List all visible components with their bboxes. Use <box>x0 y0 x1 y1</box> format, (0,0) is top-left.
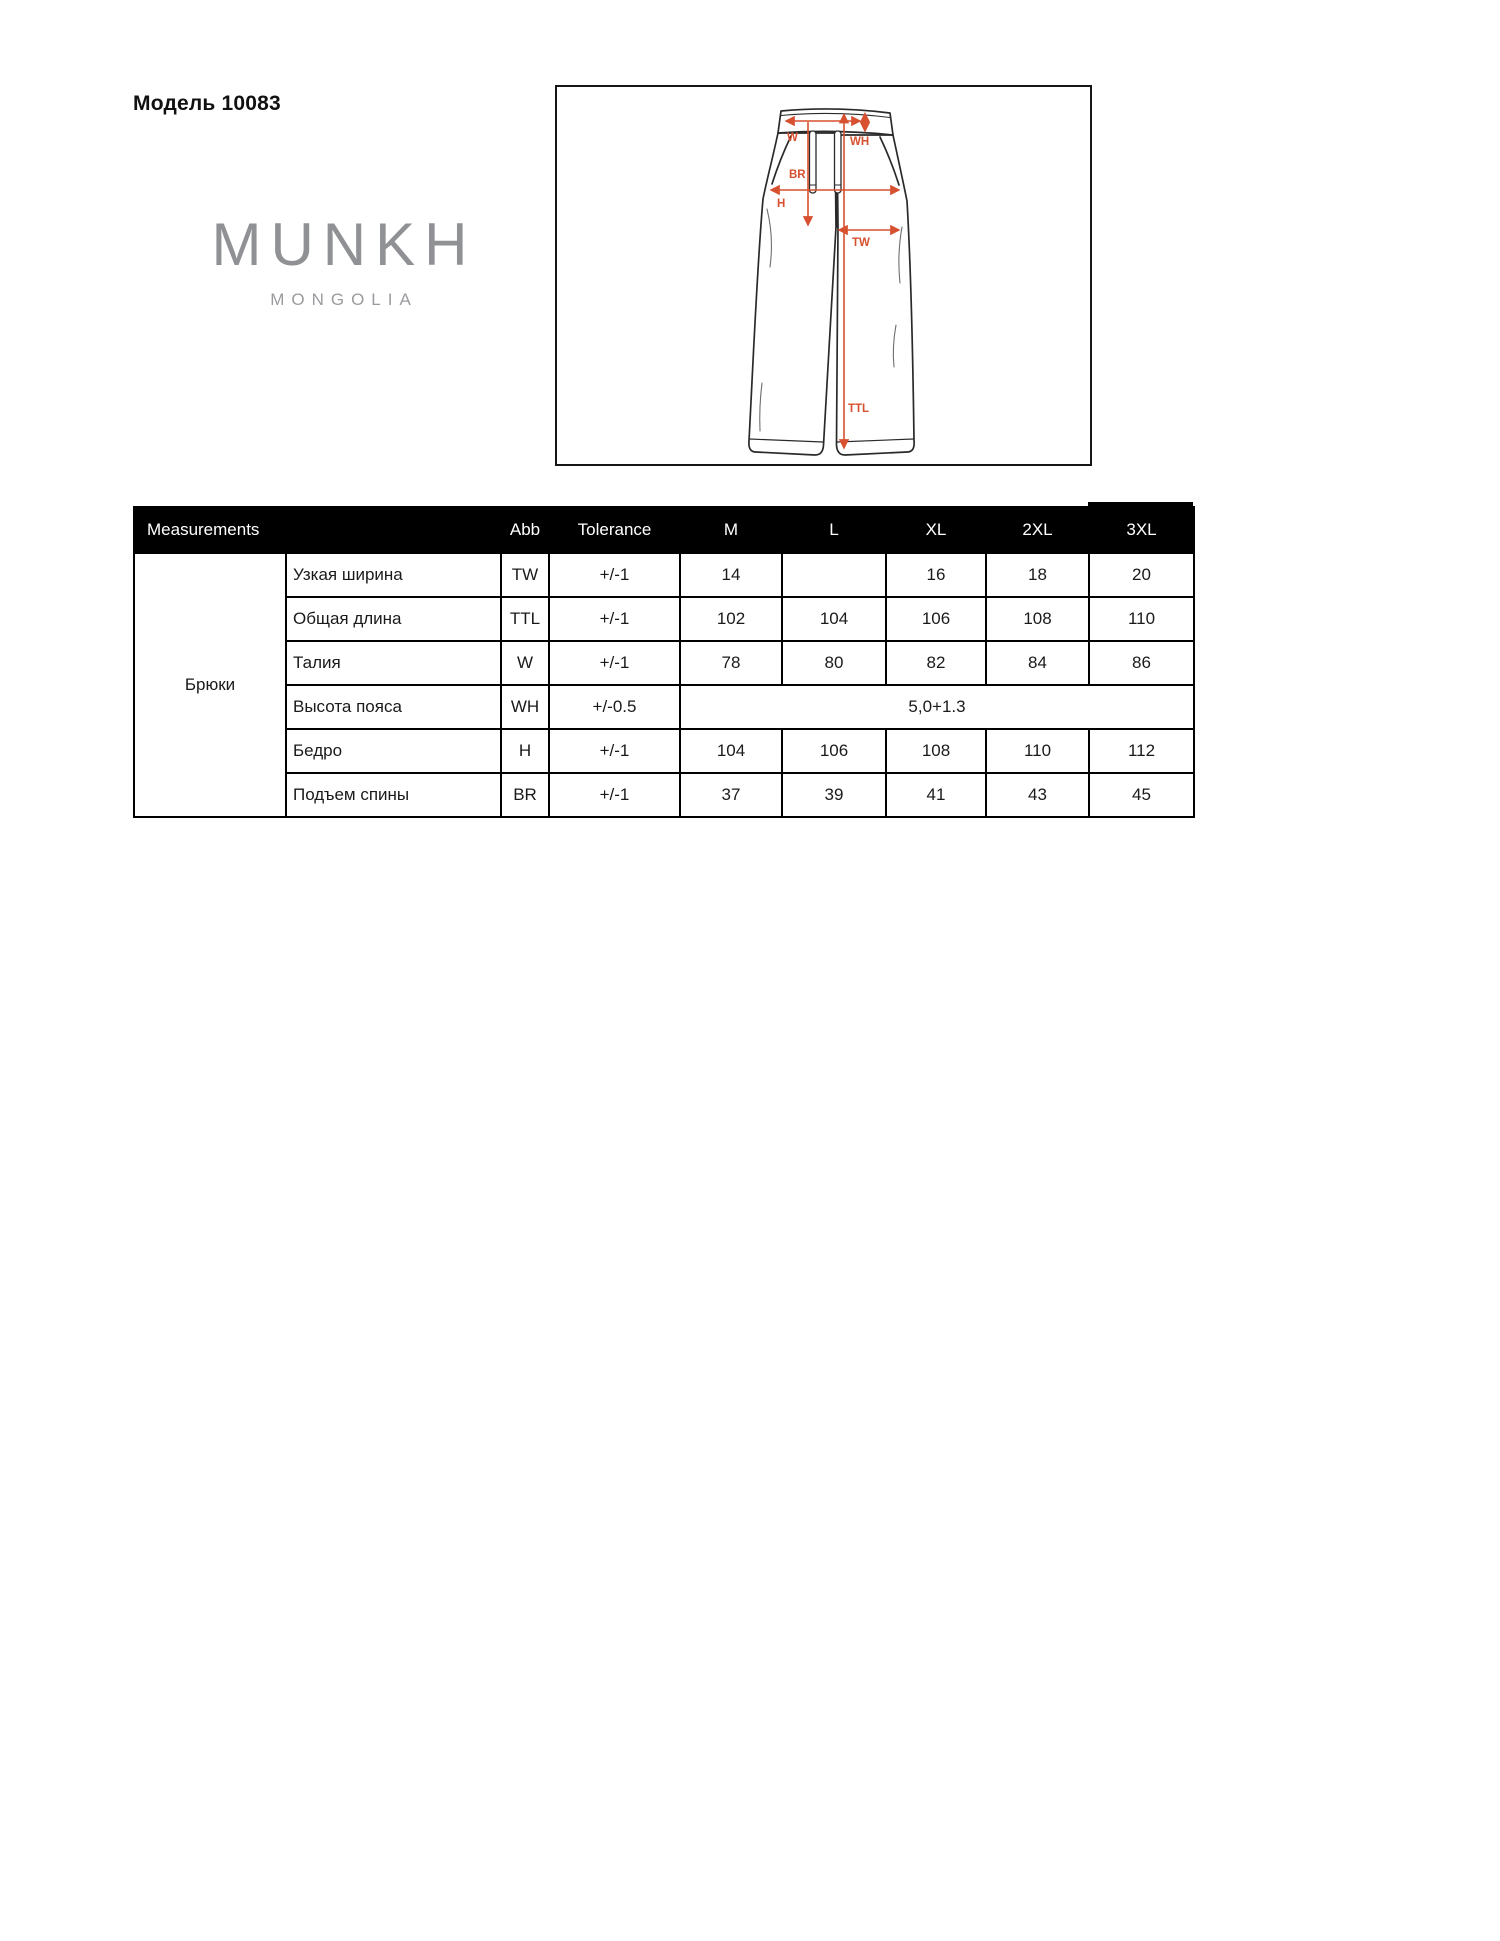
table-row <box>134 685 1194 729</box>
col-header-xl: XL <box>886 507 986 553</box>
br-measure-label: BR <box>789 169 806 181</box>
value-cell-2xl: 110 <box>986 729 1089 773</box>
value-cell-2xl: 84 <box>986 641 1089 685</box>
abb-cell: WH <box>501 685 549 729</box>
value-cell-l: 80 <box>782 641 886 685</box>
value-cell-xl: 16 <box>886 553 986 597</box>
abb-cell: BR <box>501 773 549 817</box>
value-cell-l <box>782 553 886 597</box>
brand-name: MUNKH <box>211 211 477 278</box>
value-cell-2xl: 108 <box>986 597 1089 641</box>
table-row <box>134 553 1194 597</box>
span-value-cell: 5,0+1.3 <box>680 685 1194 729</box>
table-header-row <box>134 507 1194 553</box>
brand-subtitle: MONGOLIA <box>270 290 418 309</box>
value-cell-3xl: 20 <box>1089 553 1194 597</box>
measurements-table <box>133 506 1195 818</box>
tw-measure-label: TW <box>852 237 870 249</box>
w-measure-label: W <box>787 132 798 144</box>
table-row <box>134 597 1194 641</box>
tolerance-cell: +/-1 <box>549 597 680 641</box>
technical-drawing-frame <box>555 85 1092 466</box>
value-cell-l: 39 <box>782 773 886 817</box>
brand-logo <box>168 212 520 310</box>
value-cell-m: 14 <box>680 553 782 597</box>
col-header-3xl: 3XL <box>1089 507 1194 553</box>
col-header-l: L <box>782 507 886 553</box>
col-header-measurements: Measurements <box>134 507 501 553</box>
pants-technical-drawing-icon <box>557 87 1090 464</box>
abb-cell: TTL <box>501 597 549 641</box>
value-cell-m: 104 <box>680 729 782 773</box>
abb-cell: TW <box>501 553 549 597</box>
tolerance-cell: +/-1 <box>549 729 680 773</box>
measure-name-cell: Узкая ширина <box>286 553 501 597</box>
tolerance-cell: +/-1 <box>549 773 680 817</box>
tolerance-cell: +/-1 <box>549 553 680 597</box>
col-header-abb: Abb <box>501 507 549 553</box>
value-cell-3xl: 112 <box>1089 729 1194 773</box>
h-measure-label: H <box>777 198 786 210</box>
value-cell-m: 37 <box>680 773 782 817</box>
tolerance-cell: +/-1 <box>549 641 680 685</box>
measure-name-cell: Высота пояса <box>286 685 501 729</box>
group-label-cell: Брюки <box>134 553 286 817</box>
value-cell-m: 102 <box>680 597 782 641</box>
value-cell-3xl: 86 <box>1089 641 1194 685</box>
measurements-table-section <box>133 502 1193 818</box>
abb-cell: H <box>501 729 549 773</box>
value-cell-2xl: 43 <box>986 773 1089 817</box>
abb-cell: W <box>501 641 549 685</box>
value-cell-l: 106 <box>782 729 886 773</box>
measure-name-cell: Бедро <box>286 729 501 773</box>
col-header-m: M <box>680 507 782 553</box>
value-cell-2xl: 18 <box>986 553 1089 597</box>
value-cell-xl: 82 <box>886 641 986 685</box>
table-row <box>134 729 1194 773</box>
wh-measure-label: WH <box>850 136 870 148</box>
measure-name-cell: Подъем спины <box>286 773 501 817</box>
page-title: Модель 10083 <box>133 92 281 115</box>
measure-name-cell: Общая длина <box>286 597 501 641</box>
value-cell-3xl: 45 <box>1089 773 1194 817</box>
measure-name-cell: Талия <box>286 641 501 685</box>
col-header-tolerance: Tolerance <box>549 507 680 553</box>
tolerance-cell: +/-0.5 <box>549 685 680 729</box>
value-cell-3xl: 110 <box>1089 597 1194 641</box>
table-row <box>134 641 1194 685</box>
col-header-2xl: 2XL <box>986 507 1089 553</box>
value-cell-xl: 108 <box>886 729 986 773</box>
value-cell-m: 78 <box>680 641 782 685</box>
table-row <box>134 773 1194 817</box>
value-cell-l: 104 <box>782 597 886 641</box>
ttl-measure-label: TTL <box>848 403 870 415</box>
value-cell-xl: 106 <box>886 597 986 641</box>
value-cell-xl: 41 <box>886 773 986 817</box>
